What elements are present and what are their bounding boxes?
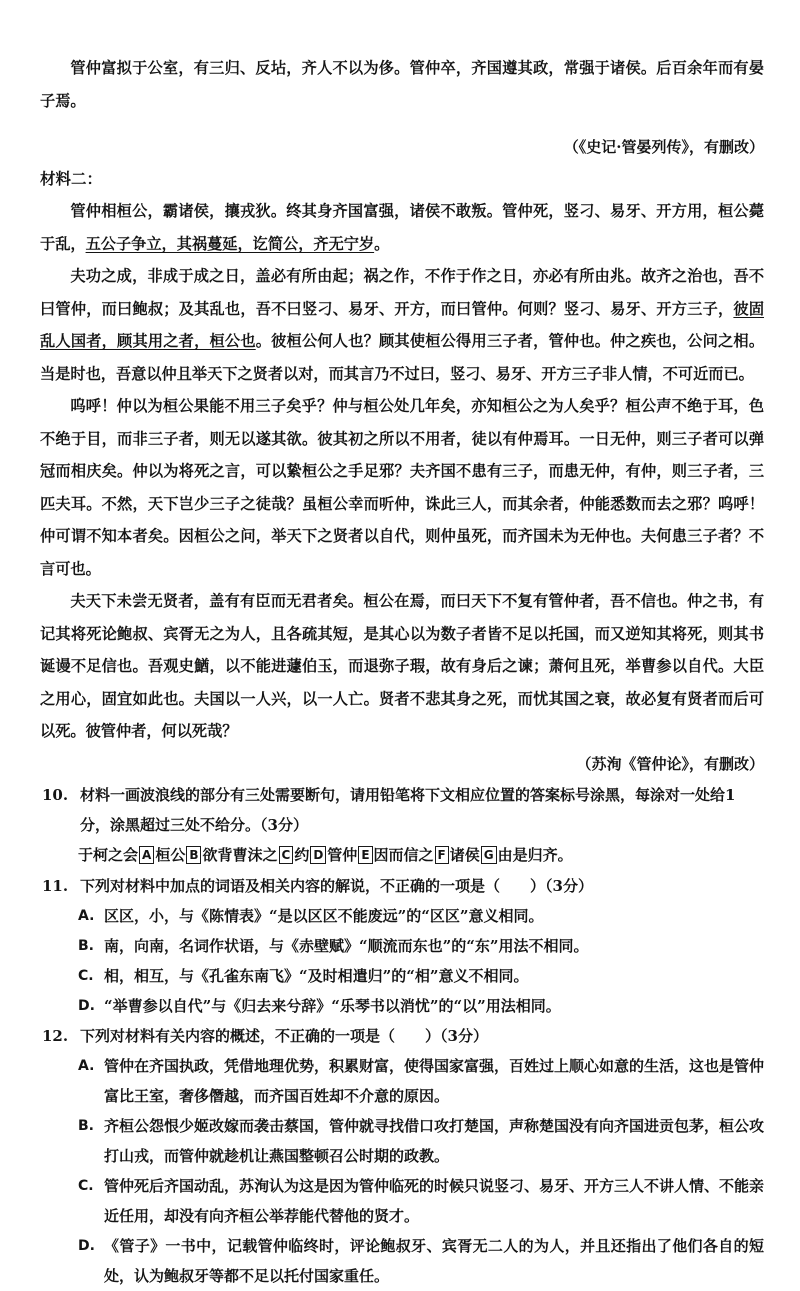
seg: 欲背曹沫之	[202, 845, 278, 864]
material2-paragraph-3: 呜呼！仲以为桓公果能不用三子矣乎？仲与桓公处几年矣，亦知桓公之为人矣乎？桓公声不绝于耳，色不绝于目，而非三子者，则无以遂其欲。彼其初之所以不用者，徒以有仲焉耳。一日无仲，则三子者可以弹冠而相庆矣。仲以为将死之言，可以絷桓公之手足邪？夫齐国不患有三子，而患无仲，有仲，则三子者，三匹夫耳。不然，天下岂少三子之徒哉？虽桓公幸而听仲，诛此三人，而其余者，仲能悉数而去之邪？呜呼！仲可谓不知本者矣。因桓公之问，举天下之贤者以自代，则仲虽死，而齐国未为无仲也。夫何患三子者？不言可也。	[40, 397, 764, 578]
option-text: 相，相互，与《孔雀东南飞》“及时相遣归”的“相”意义不相同。	[104, 966, 529, 985]
option-text: 区区，小，与《陈情表》“是以区区不能废远”的“区区”意义相同。	[104, 906, 544, 925]
seg: 桓公	[155, 845, 186, 864]
option-text: 齐桓公怨恨少姬改嫁而袭击蔡国，管仲就寻找借口攻打楚国，声称楚国没有向齐国进贡包茅，桓公攻打山戎，而管仲就趁机让燕国整顿召公时期的政教。	[104, 1116, 765, 1165]
q12-option-d[interactable]	[40, 1231, 764, 1291]
p1-underlined: 五公子争立，其祸蔓延，讫简公，齐无宁岁	[85, 234, 375, 253]
option-label: C.	[78, 967, 94, 984]
option-label: B.	[78, 937, 94, 954]
option-label: B.	[78, 1117, 94, 1134]
material1-paragraph: 管仲富拟于公室，有三归、反坫，齐人不以为侈。管仲卒，齐国遵其政，常强于诸侯。后百余年而有晏子焉。	[40, 59, 764, 110]
q11-prompt: 下列对材料中加点的词语及相关内容的解说，不正确的一项是（ ）（3分）	[80, 876, 593, 895]
q10-sentence	[40, 840, 764, 871]
q11-option-a[interactable]	[40, 901, 764, 931]
question-12	[42, 1021, 764, 1051]
q12-option-a[interactable]	[40, 1051, 764, 1111]
p2-end: 。彼桓公何人也？顾其使桓公得用三子者，管仲也。仲之疾也，公问之相。当是时也，吾意以仲且举天下之贤者以对，而其言乃不过曰，竖刁、易牙、开方三子非人情，不可近而已。	[40, 332, 765, 383]
p2-text: 夫功之成，非成于成之日，盖必有所由起；祸之作，不作于作之日，亦必有所由兆。故齐之治也，吾不曰管仲，而曰鲍叔；及其乱也，吾不曰竖刁、易牙、开方，而曰管仲。何则？竖刁、易牙、开方三子，	[40, 267, 764, 318]
material2-header: 材料二：	[40, 169, 103, 188]
material2-paragraph-4: 夫天下未尝无贤者，盖有有臣而无君者矣。桓公在焉，而曰天下不复有管仲者，吾不信也。仲之书，有记其将死论鲍叔、宾胥无之为人，且各疏其短，是其心以为数子者皆不足以托国，而又逆知其将死，则其书诞谩不足信也。吾观史鰌，以不能进蘧伯玉，而退弥子瑕，故有身后之谏；萧何且死，举曹参以自代。大臣之用心，固宜如此也。夫国以一人兴，以一人亡。贤者不悲其身之死，而忧其国之衰，故必复有贤者而后可以死。彼管仲者，何以死哉？	[40, 592, 764, 740]
q12-option-b[interactable]	[40, 1111, 764, 1171]
option-text: 南，向南，名词作状语，与《赤壁赋》“顺流而东也”的“东”用法不相同。	[104, 936, 589, 955]
seg: 因而信之	[373, 845, 434, 864]
q11-option-c[interactable]	[40, 961, 764, 991]
option-label: A.	[78, 907, 95, 924]
option-label: C.	[78, 1177, 94, 1194]
p2-underlined: 彼固乱人国者，顾其用之者，桓公也	[40, 299, 765, 350]
seg: 约	[294, 845, 310, 864]
option-text: “举曹参以自代”与《归去来兮辞》“乐琴书以消忧”的“以”用法相同。	[104, 996, 561, 1015]
material2-paragraph-2	[40, 260, 764, 390]
q11-option-d[interactable]	[40, 991, 764, 1021]
seg: 管仲	[327, 845, 358, 864]
answer-box-a[interactable]: A	[139, 846, 154, 864]
option-label: A.	[78, 1057, 95, 1074]
question-10	[42, 780, 764, 840]
q12-prompt: 下列对材料有关内容的概述，不正确的一项是（ ）（3分）	[80, 1026, 488, 1045]
p1-end: 。	[374, 234, 390, 253]
option-text: 管仲在齐国执政，凭借地理优势，积累财富，使得国家富强，百姓过上顺心如意的生活，这也是管仲富比王室，奢侈僭越，而齐国百姓却不介意的原因。	[104, 1056, 765, 1105]
material2-source: （苏洵《管仲论》，有删改）	[576, 754, 764, 773]
option-text: 管仲死后齐国动乱，苏洵认为这是因为管仲临死的时候只说竖刁、易牙、开方三人不讲人情、不能亲近任用，却没有向齐桓公举荐能代替他的贤才。	[104, 1176, 765, 1225]
q11-number: 11.	[42, 876, 69, 895]
material1-source: （《史记·管晏列传》，有删改）	[563, 138, 764, 156]
q10-prompt: 材料一画波浪线的部分有三处需要断句，请用铅笔将下文相应位置的答案标号涂黑，每涂对一处给1分，涂黑超过三处不给分。（3分）	[80, 785, 736, 834]
answer-box-c[interactable]: C	[279, 846, 294, 864]
seg: 由是归齐。	[497, 845, 573, 864]
option-label: D.	[78, 997, 95, 1014]
option-text: 《管子》一书中，记载管仲临终时，评论鲍叔牙、宾胥无二人的为人，并且还指出了他们各自的短处，认为鲍叔牙等都不足以托付国家重任。	[104, 1236, 764, 1285]
answer-box-f[interactable]: F	[435, 846, 449, 864]
option-label: D.	[78, 1237, 95, 1254]
q12-number: 12.	[42, 1026, 69, 1045]
q10-number: 10.	[42, 785, 69, 804]
q12-option-c[interactable]	[40, 1171, 764, 1231]
seg: 诸侯	[449, 845, 480, 864]
p1-text: 管仲相桓公，霸诸侯，攘戎狄。终其身齐国富强，诸侯不敢叛。管仲死，竖刁、易牙、开方用，桓公薨于乱，	[40, 202, 764, 253]
answer-box-e[interactable]: E	[358, 846, 372, 864]
answer-box-d[interactable]: D	[310, 846, 326, 864]
question-11	[42, 871, 764, 901]
answer-box-g[interactable]: G	[481, 846, 497, 864]
q11-option-b[interactable]	[40, 931, 764, 961]
material2-paragraph-1	[40, 195, 764, 260]
answer-box-b[interactable]: B	[186, 846, 201, 864]
seg: 于柯之会	[78, 845, 139, 864]
